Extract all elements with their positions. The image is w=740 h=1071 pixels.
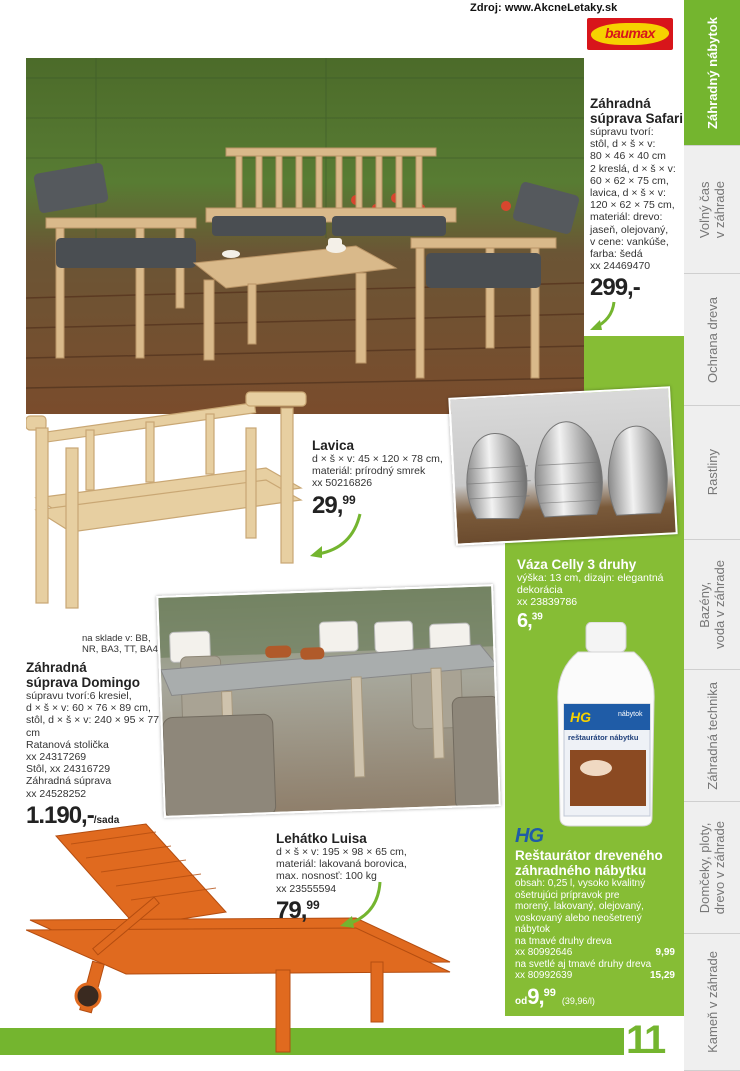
luisa-price-cents: 99 [306, 897, 320, 912]
hg-description: obsah: 0,25 l, vysoko kvalitný ošetrujúci prípravok pre morený, lakovaný, olejovaný, voskovaný alebo neošetrený nábytok [515, 878, 646, 935]
tab-zahradny-nabytok[interactable] [684, 0, 740, 146]
source-credit: Zdroj: www.AkcneLetaky.sk [470, 2, 618, 14]
vaza-title: Váza Celly 3 druhy [517, 557, 637, 572]
safari-set-photo [26, 58, 584, 414]
hg-price-main: 9, [527, 983, 544, 1009]
tab-volny-cas[interactable] [684, 146, 740, 274]
tab-label: Záhradná technika [704, 681, 720, 790]
luisa-description: d × š × v: 195 × 98 × 65 cm, materiál: lakovaná borovica, max. nosnosť: 100 kg xx 23555594 [276, 846, 407, 895]
hg-dark-code: xx 80992646 [515, 947, 573, 958]
domingo-price-unit: /sada [93, 814, 120, 826]
domingo-description: súpravu tvorí:6 kresiel, d × š × v: 60 × 76 × 89 cm, stôl, d × š × v: 240 × 95 × 77 cm Ratanová stolička xx 24317269 Stôl, xx 24316729 Záhradná súprava xx 24528252 [26, 690, 160, 800]
hg-final-price [515, 984, 675, 1010]
vases-illustration [450, 388, 677, 546]
tab-label: Voľný čas v záhrade [697, 180, 727, 239]
luisa-price-main: 79, [276, 896, 307, 924]
lavica-price-cents: 99 [342, 492, 356, 507]
hg-light-row [515, 970, 675, 982]
tab-zahradna-technika[interactable] [684, 670, 740, 802]
lavica-price-main: 29, [312, 491, 343, 519]
safari-description: súpravu tvorí: stôl, d × š × v: 80 × 46 × 40 cm 2 kreslá, d × š × v: 60 × 62 × 75 cm, lavica, d × š × v: 120 × 62 × 75 cm, materiál: drevo: jaseň, olejovaný, v cene: vankúše, farba: šedá xx 24469470 [590, 126, 676, 273]
vaza-price-main: 6, [517, 609, 532, 632]
domingo-title: Záhradná [26, 660, 87, 675]
logo-text: baumax [605, 25, 655, 41]
category-tabs [684, 0, 740, 1071]
bottle-label-top: nábytok [618, 711, 643, 718]
domingo-stock-info: na sklade v: BB, NR, BA3, TT, BA4 [82, 633, 158, 655]
lavica-description: d × š × v: 45 × 120 × 78 cm, materiál: prírodný smrek xx 50216826 [312, 453, 443, 490]
tab-ochrana-dreva[interactable] [684, 274, 740, 406]
hg-brand-logo: HG [515, 825, 543, 847]
safari-price: 299,- [590, 274, 640, 302]
vaza-celly-photo [448, 386, 677, 545]
hg-price-cents: 99 [543, 986, 556, 999]
baumax-logo[interactable] [587, 18, 673, 50]
safari-title: Záhradná [590, 96, 651, 111]
hg-price [515, 984, 556, 1010]
luisa-title: Lehátko Luisa [276, 831, 367, 846]
hg-light-price: 15,29 [649, 970, 675, 981]
tab-label: Domčeky, ploty, drevo v záhrade [697, 820, 727, 915]
tab-rastliny[interactable] [684, 406, 740, 540]
safari-product [590, 96, 684, 302]
lavica-bench-image [26, 388, 308, 612]
lavica-arrow-icon [308, 512, 366, 560]
safari-arrow-icon [588, 300, 618, 332]
tab-bazeny[interactable] [684, 540, 740, 670]
domingo-product [26, 660, 166, 830]
safari-title-2: súprava Safari [590, 111, 684, 126]
domingo-set-photo [156, 584, 501, 818]
hg-unit-price: (39,96/l) [561, 995, 595, 1006]
tab-label: Rastliny [704, 449, 720, 496]
tab-domceky-ploty[interactable] [684, 802, 740, 934]
domingo-title-2: súprava Domingo [26, 675, 141, 690]
tab-label: Ochrana dreva [704, 296, 720, 383]
lavica-product [312, 438, 462, 520]
tab-label: Kameň v záhrade [704, 951, 720, 1053]
vaza-description: výška: 13 cm, dizajn: elegantná dekorácia xx 23839786 [517, 572, 664, 609]
safari-illustration [26, 58, 584, 414]
page-number: 11 [626, 1018, 665, 1062]
bottle-hg-logo: HG [570, 709, 591, 725]
hg-bottle-image [556, 622, 656, 828]
hg-light-code: xx 80992639 [515, 970, 573, 981]
hg-title: Reštaurátor dreveného záhradného nábytku [515, 848, 663, 878]
hg-dark-price: 9,99 [655, 947, 675, 958]
tab-label: Bazény, voda v záhrade [697, 560, 727, 649]
hg-dark-row [515, 947, 675, 959]
hg-light-label: na svetlé aj tmavé druhy dreva [515, 958, 652, 970]
luisa-arrow-icon [338, 880, 386, 930]
domingo-price-main: 1.190,- [26, 801, 94, 829]
hg-product [515, 825, 675, 1010]
lavica-title: Lavica [312, 438, 355, 453]
hg-dark-label: na tmavé druhy dreva [515, 935, 612, 947]
bottle-label-name: reštaurátor nábytku [568, 733, 639, 742]
vaza-price-cents: 39 [531, 611, 543, 623]
tab-kamen[interactable] [684, 934, 740, 1071]
hg-price-from: od [515, 995, 528, 1007]
domingo-illustration [158, 586, 500, 818]
tab-label: Záhradný nábytok [704, 16, 720, 129]
